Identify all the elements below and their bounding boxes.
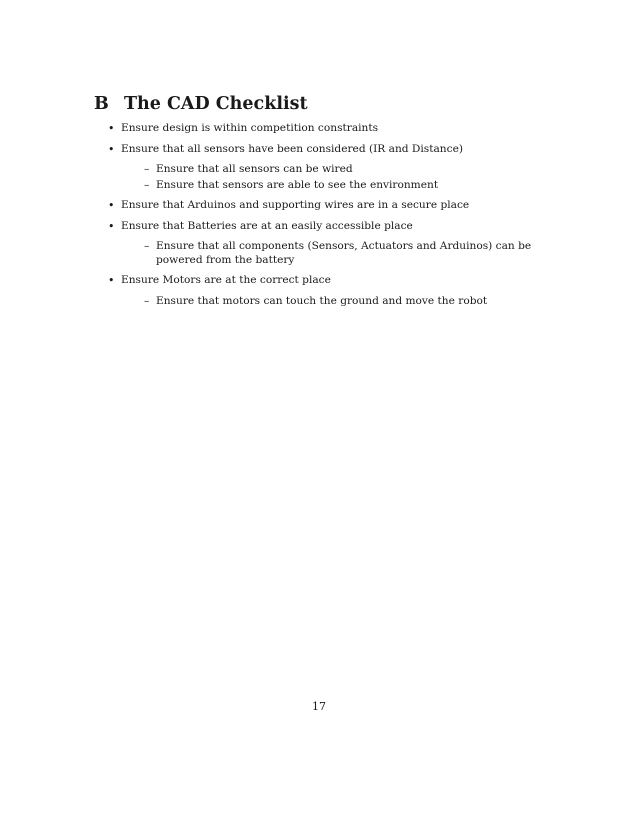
bullet-icon: • bbox=[108, 122, 115, 135]
checklist-subitem-text: Ensure that all sensors can be wired bbox=[156, 163, 353, 175]
checklist-item bbox=[108, 274, 558, 308]
checklist-item bbox=[108, 122, 558, 136]
checklist-item bbox=[108, 220, 558, 268]
sub-checklist bbox=[121, 240, 558, 267]
checklist-subitem-text: Ensure that all components (Sensors, Actuators and Arduinos) can be powered from the battery bbox=[156, 240, 532, 266]
sub-checklist bbox=[121, 163, 558, 192]
dash-icon: – bbox=[144, 240, 150, 252]
checklist-subitem bbox=[133, 295, 558, 309]
checklist-subitem-text: Ensure that motors can touch the ground and move the robot bbox=[156, 294, 488, 307]
section-title: The CAD Checklist bbox=[124, 94, 308, 114]
bullet-icon: • bbox=[108, 219, 115, 233]
checklist-item-text: Ensure that Batteries are at an easily accessible place bbox=[121, 219, 413, 232]
section-heading bbox=[94, 94, 308, 114]
page-number: 17 bbox=[312, 700, 326, 713]
sub-checklist bbox=[121, 295, 558, 309]
bullet-icon: • bbox=[108, 199, 115, 212]
checklist-subitem bbox=[133, 179, 558, 193]
checklist-item-text: Ensure design is within competition constraints bbox=[121, 122, 379, 134]
bullet-icon: • bbox=[108, 274, 115, 287]
checklist-subitem-text: Ensure that sensors are able to see the environment bbox=[156, 178, 439, 191]
dash-icon: – bbox=[144, 178, 150, 191]
checklist-item-text: Ensure that Arduinos and supporting wires are in a secure place bbox=[121, 199, 470, 211]
checklist-item bbox=[108, 199, 558, 213]
dash-icon: – bbox=[144, 294, 150, 307]
checklist-subitem bbox=[133, 240, 558, 267]
section-number: B bbox=[94, 94, 109, 114]
checklist-item-text: Ensure that all sensors have been considered (IR and Distance) bbox=[121, 142, 463, 155]
checklist-subitem bbox=[133, 163, 558, 177]
dash-icon: – bbox=[144, 163, 150, 175]
bullet-icon: • bbox=[108, 142, 115, 156]
checklist-item bbox=[108, 143, 558, 193]
checklist-item-text: Ensure Motors are at the correct place bbox=[121, 274, 331, 286]
checklist bbox=[108, 122, 558, 315]
